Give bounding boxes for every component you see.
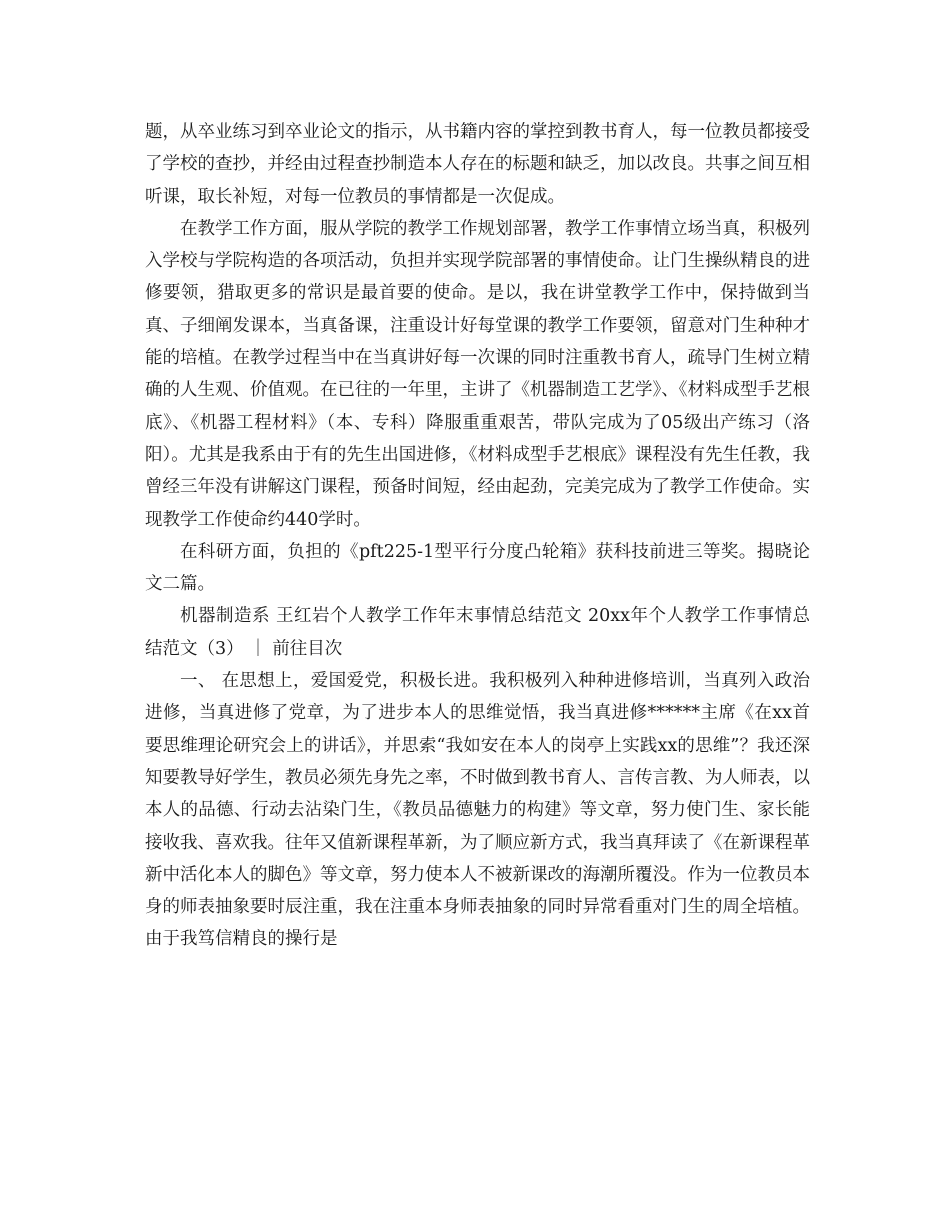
paragraph-research: 在科研方面，负担的《pft225-1型平行分度凸轮箱》获科技前进三等奖。揭晓论文二篇。	[145, 541, 810, 595]
paragraph-thought: 一、 在思想上，爱国爱党，积极长进。我积极列入种种进修培训，当真列入政治进修，当真进修了党章，为了进步本人的思维觉悟，我当真进修******主席《在xx首要思维理论研究会上的讲话》，并思索“我如安在本人的岗亭上实践xx的思维”？我还深知要教导好学生，教员必须先身先之率，不时做到教书育人、言传言教、为人师表，以本人的品德、行动去沾染门生，《教员品德魅力的构建》等文章，努力使门生、家长能接收我、喜欢我。往年又值新课程革新，为了顺应新方式，我当真拜读了《在新课程革新中活化本人的脚色》等文章，努力使本人不被新课改的海潮所覆没。作为一位教员本身的师表抽象要时辰注重，我在注重本身师表抽象的同时异常看重对门生的周全培植。由于我笃信精良的操行是	[145, 671, 810, 950]
paragraph-continuation: 题，从卒业练习到卒业论文的指示，从书籍内容的掌控到教书育人，每一位教员都接受了学校的查抄，并经由过程查抄制造本人存在的标题和缺乏，加以改良。共事之间互相听课，取长补短，对每一位教员的事情都是一次促成。	[145, 122, 810, 207]
paragraph-teaching-work: 在教学工作方面，服从学院的教学工作规划部署，教学工作事情立场当真，积极列入学校与学院构造的各项活动，负担并实现学院部署的事情使命。让门生操纵精良的进修要领，猎取更多的常识是最首要的使命。是以，我在讲堂教学工作中，保持做到当真、子细阐发课本，当真备课，注重设计好每堂课的教学工作要领，留意对门生种种才能的培植。在教学过程当中在当真讲好每一次课的同时注重教书育人，疏导门生树立精确的人生观、价值观。在已往的一年里，主讲了《机器制造工艺学》、《材料成型手艺根底》、《机器工程材料》（本、专科）降服重重艰苦，带队完成为了05级出产练习（洛阳）。尤其是我系由于有的先生出国进修，《材料成型手艺根底》课程没有先生任教，我曾经三年没有讲解这门课程，预备时间短，经由起劲，完美完成为了教学工作使命。实现教学工作使命约440学时。	[145, 218, 810, 530]
paragraph-section-heading: 机器制造系 王红岩个人教学工作年末事情总结范文 20xx年个人教学工作事情总结范文（3） ｜ 前往目次	[145, 606, 810, 659]
document-body	[145, 116, 810, 956]
